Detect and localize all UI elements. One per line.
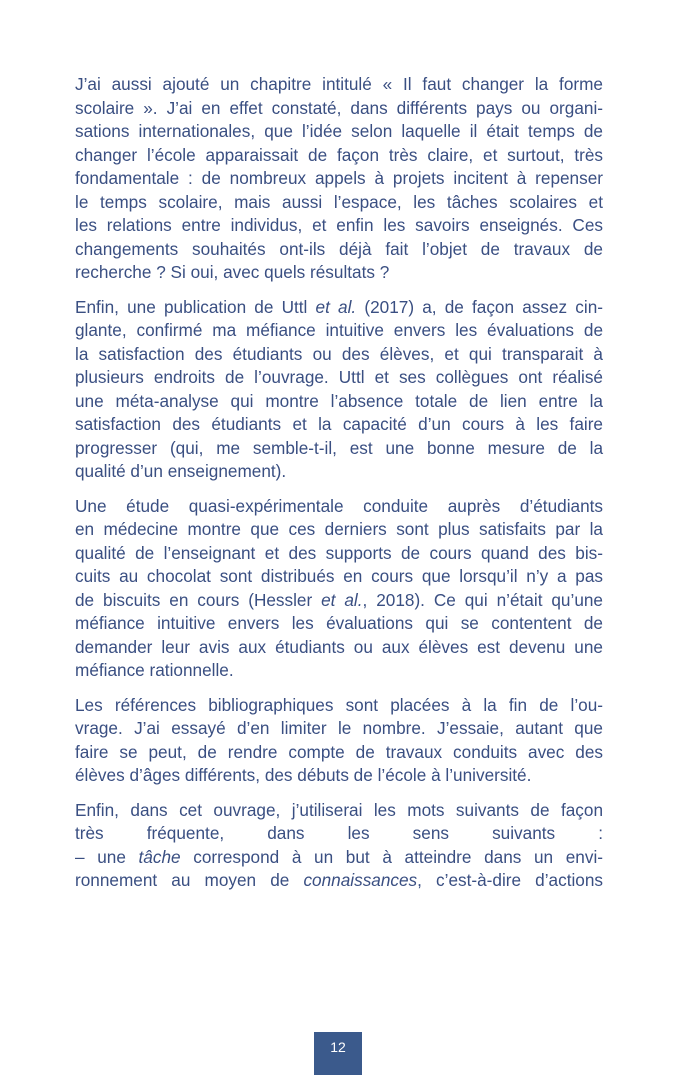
text-run: – une bbox=[75, 846, 139, 867]
text-line bbox=[75, 659, 603, 683]
text-line bbox=[75, 97, 603, 121]
text-line bbox=[75, 437, 603, 461]
text-line bbox=[75, 717, 603, 741]
text-run: ronnement au moyen de bbox=[75, 870, 304, 890]
text-run: plusieurs endroits de l’ouvrage. Uttl et ses collègues ont réalisé bbox=[75, 367, 603, 387]
text-run: en médecine montre que ces derniers sont plus satisfaits par la bbox=[75, 519, 603, 539]
text-line bbox=[75, 167, 603, 191]
italic-text: connaissances bbox=[303, 870, 418, 890]
text-line bbox=[75, 822, 603, 846]
text-line bbox=[75, 73, 603, 97]
text-run: très fréquente, dans les sens suivants : bbox=[75, 823, 603, 843]
text-run: recherche ? Si oui, avec quels résultats ? bbox=[75, 262, 390, 282]
text-run: changer l’école apparaissait de façon très claire, et surtout, très bbox=[75, 144, 603, 165]
text-line bbox=[75, 799, 603, 823]
text-run: fondamentale : de nombreux appels à projets incitent à repenser bbox=[75, 168, 603, 188]
text-run: (2017) a, de façon assez cin- bbox=[356, 296, 603, 317]
paragraph bbox=[75, 799, 603, 893]
text-line bbox=[75, 741, 603, 765]
text-run: , c’est-à-dire d’actions bbox=[417, 870, 604, 890]
text-line bbox=[75, 343, 603, 367]
text-line bbox=[75, 542, 603, 566]
text-run: glante, confirmé ma méfiance intuitive envers les évaluations de bbox=[75, 320, 603, 340]
text-line bbox=[75, 846, 603, 870]
text-run: demander leur avis aux étudiants ou aux élèves est devenu une bbox=[75, 636, 603, 657]
text-run: méfiance intuitive envers les évaluations qui se contentent de bbox=[75, 613, 603, 633]
italic-text: tâche bbox=[138, 846, 181, 867]
text-run: vrage. J’ai essayé d’en limiter le nombre. J’essaie, autant que bbox=[75, 718, 603, 738]
text-line bbox=[75, 144, 603, 168]
text-run: Enfin, dans cet ouvrage, j’utiliserai les mots suivants de façon bbox=[75, 799, 603, 820]
text-line bbox=[75, 495, 603, 519]
text-line bbox=[75, 460, 603, 484]
text-line bbox=[75, 518, 603, 542]
text-run: méfiance rationnelle. bbox=[75, 660, 234, 680]
text-line bbox=[75, 612, 603, 636]
text-line bbox=[75, 565, 603, 589]
text-run: Enfin, une publication de Uttl bbox=[75, 296, 316, 317]
text-run: changements souhaités ont-ils déjà fait l’objet de travaux de bbox=[75, 238, 603, 259]
italic-text: et al. bbox=[315, 296, 357, 317]
text-line bbox=[75, 261, 603, 285]
text-line bbox=[75, 191, 603, 215]
text-run: J’ai aussi ajouté un chapitre intitulé « Il faut changer la forme bbox=[75, 74, 603, 94]
text-run: sations internationales, que l’idée selon laquelle il était temps de bbox=[75, 121, 603, 141]
text-line bbox=[75, 869, 603, 893]
text-line bbox=[75, 390, 603, 414]
text-line bbox=[75, 589, 603, 613]
text-line bbox=[75, 694, 603, 718]
text-run: de biscuits en cours (Hessler bbox=[75, 589, 322, 610]
text-run: la satisfaction des étudiants ou des élèves, et qui transparait à bbox=[75, 343, 603, 364]
page-number: 12 bbox=[330, 1039, 346, 1055]
italic-text: et al. bbox=[321, 589, 363, 610]
paragraph bbox=[75, 73, 603, 285]
text-run: , 2018). Ce qui n’était qu’une bbox=[362, 589, 603, 610]
text-run: progresser (qui, me semble-t-il, est une bonne mesure de la bbox=[75, 437, 603, 458]
text-run: cuits au chocolat sont distribués en cours que lorsqu’il n’y a pas bbox=[75, 566, 603, 586]
text-line bbox=[75, 238, 603, 262]
text-line bbox=[75, 413, 603, 437]
text-run: une méta-analyse qui montre l’absence totale de lien entre la bbox=[75, 390, 603, 411]
page-body bbox=[75, 73, 603, 904]
text-run: élèves d’âges différents, des débuts de l’école à l’université. bbox=[75, 765, 532, 785]
text-line bbox=[75, 366, 603, 390]
paragraph bbox=[75, 495, 603, 683]
paragraph bbox=[75, 296, 603, 484]
text-line bbox=[75, 214, 603, 238]
text-run: qualité d’un enseignement). bbox=[75, 461, 287, 481]
text-run: Les références bibliographiques sont placées à la fin de l’ou- bbox=[75, 694, 603, 715]
text-run: les relations entre individus, et enfin les savoirs enseignés. Ces bbox=[75, 215, 603, 235]
text-run: correspond à un but à atteindre dans un envi- bbox=[180, 846, 603, 867]
text-run: Une étude quasi-expérimentale conduite auprès d’étudiants bbox=[75, 495, 603, 516]
text-line bbox=[75, 636, 603, 660]
text-line bbox=[75, 120, 603, 144]
paragraph bbox=[75, 694, 603, 788]
text-line bbox=[75, 296, 603, 320]
text-run: scolaire ». J’ai en effet constaté, dans différents pays ou organi- bbox=[75, 97, 603, 118]
text-run: satisfaction des étudiants et la capacité d’un cours à les faire bbox=[75, 414, 603, 434]
text-run: faire se peut, de rendre compte de travaux conduits avec des bbox=[75, 741, 603, 762]
page-number-tab-notch bbox=[314, 1018, 362, 1032]
text-run: qualité de l’enseignant et des supports de cours quand des bis- bbox=[75, 542, 603, 563]
text-run: le temps scolaire, mais aussi l’espace, les tâches scolaires et bbox=[75, 191, 603, 212]
text-line bbox=[75, 764, 603, 788]
text-line bbox=[75, 319, 603, 343]
